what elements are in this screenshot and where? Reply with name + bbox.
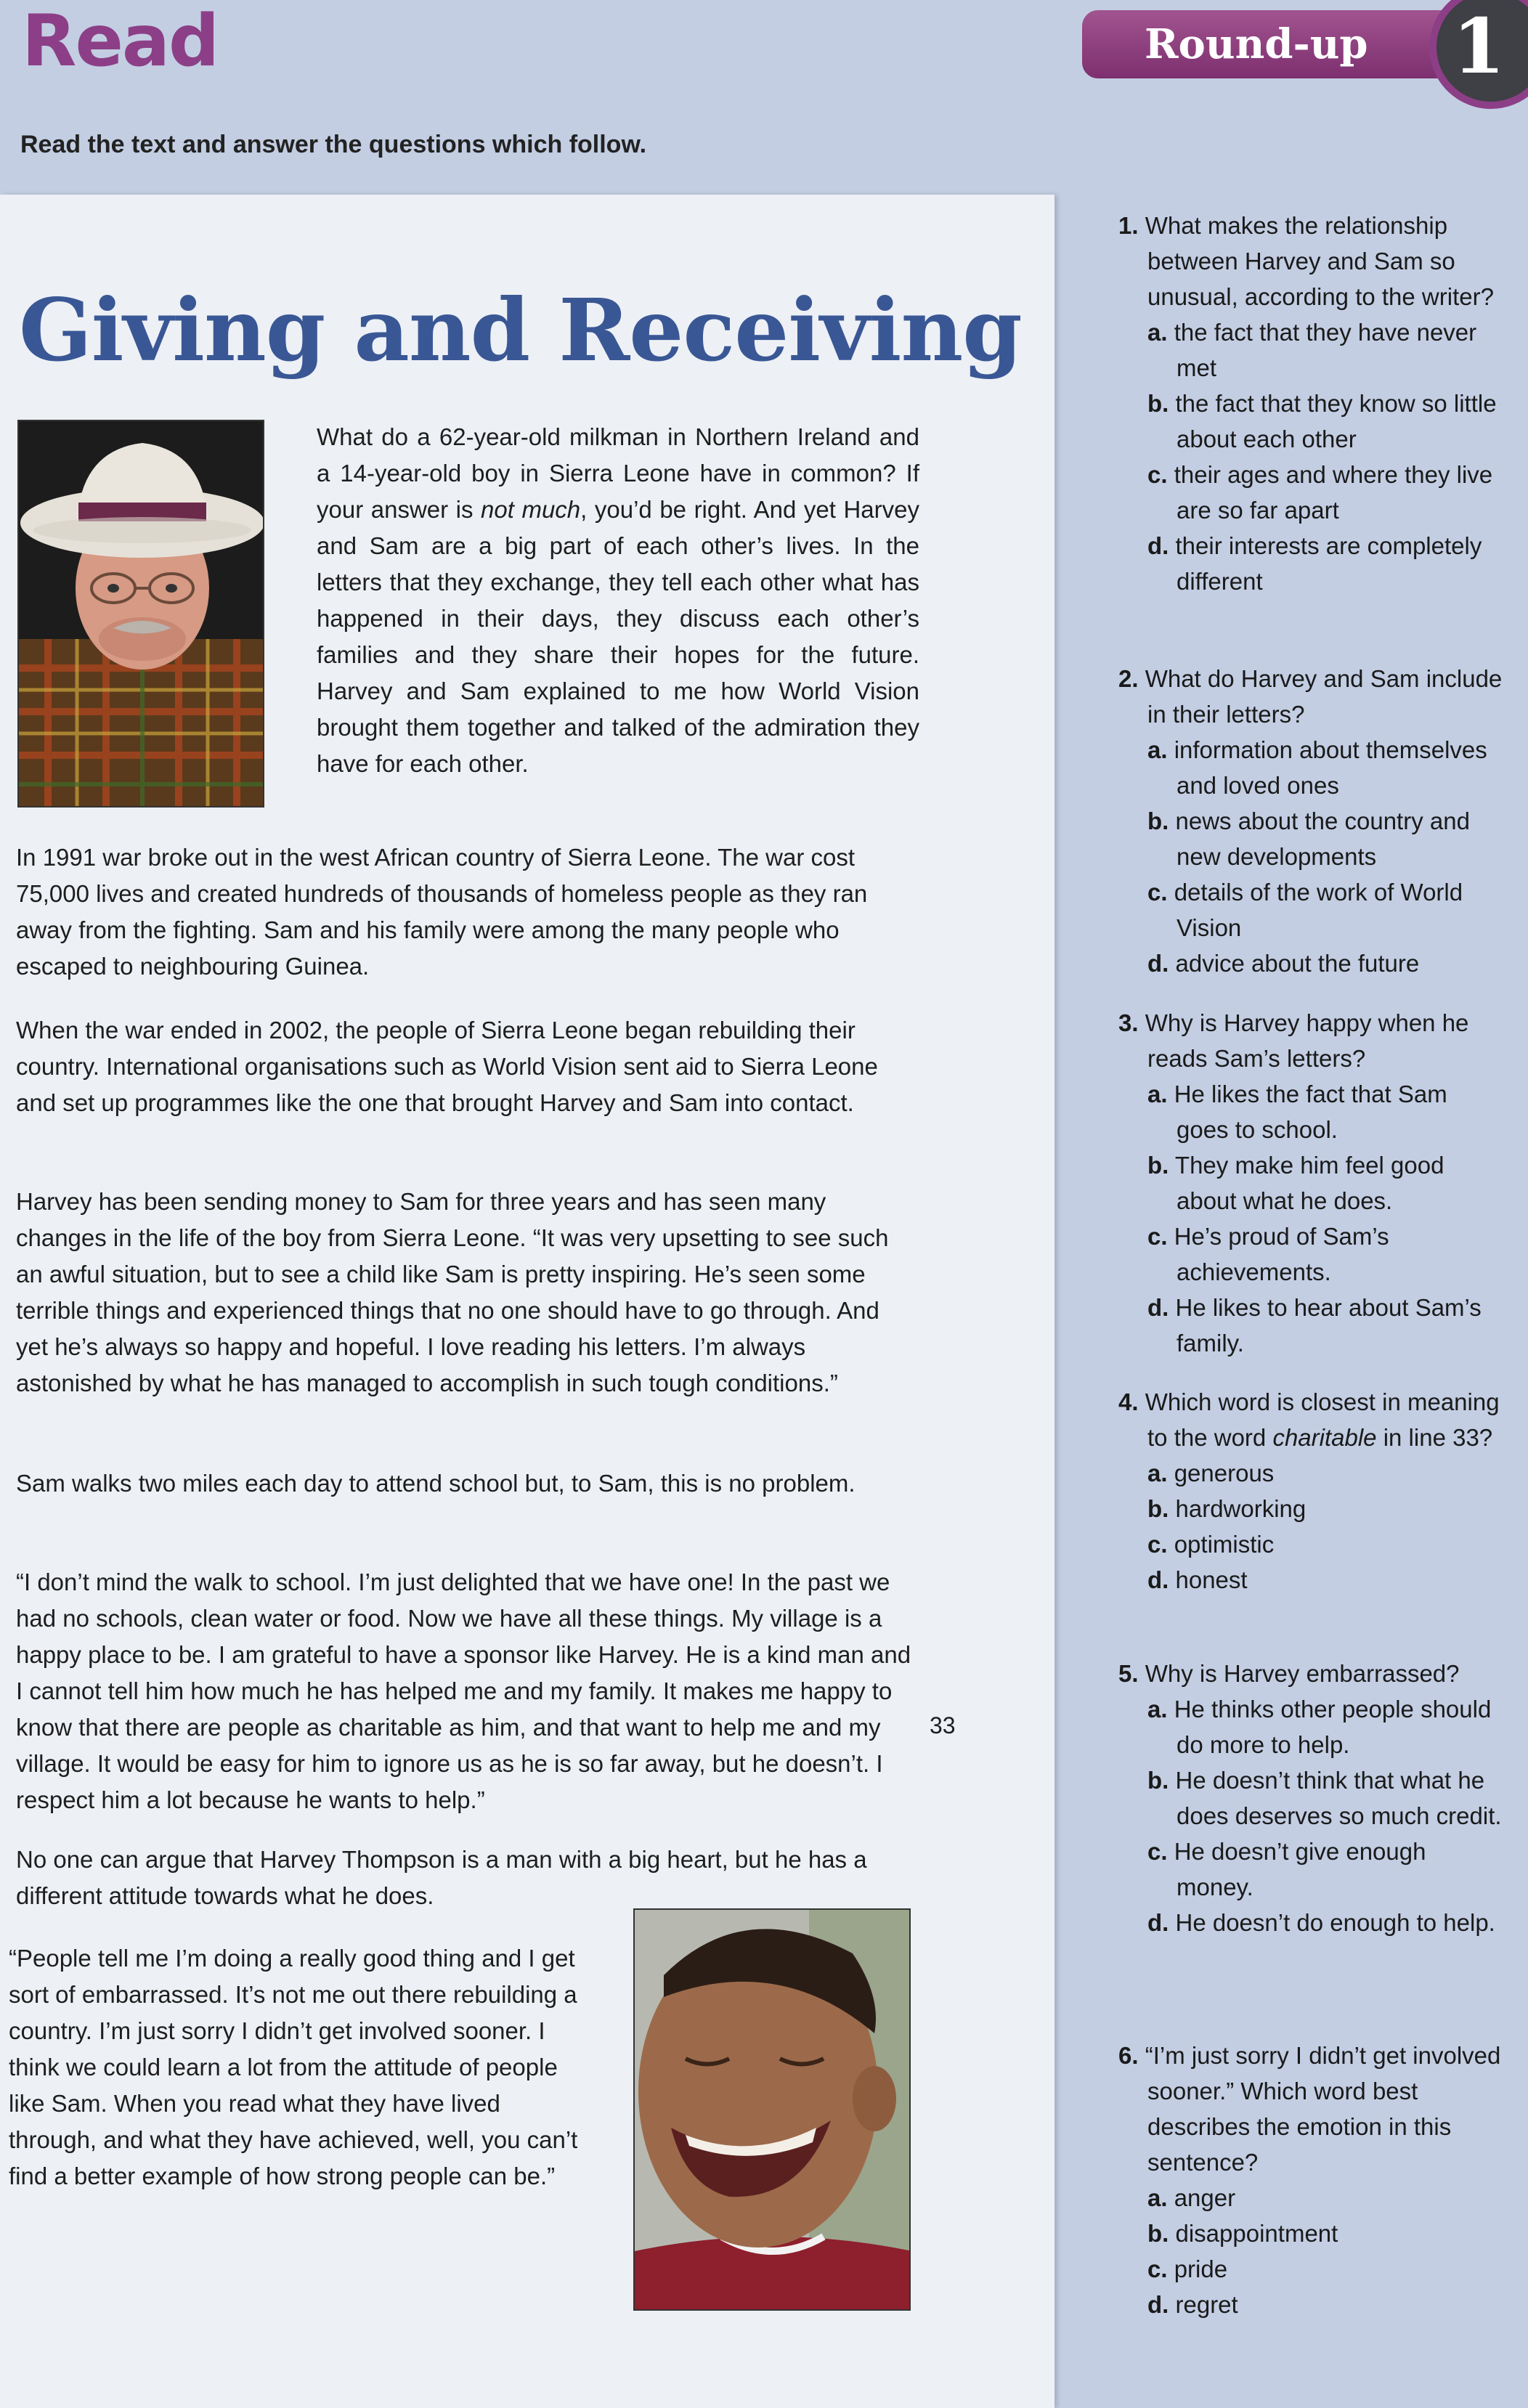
question-2-stem: 2. What do Harvey and Sam include in their letters? [1118, 665, 1503, 728]
question-1 [1118, 208, 1503, 599]
question-3-stem: 3. Why is Harvey happy when he reads Sam’s letters? [1118, 1009, 1469, 1072]
question-1-option-c: c. their ages and where they live are so far apart [1147, 461, 1493, 524]
question-4-stem: 4. Which word is closest in meaning to the word charitable in line 33? [1118, 1388, 1500, 1451]
article-paragraph-7: No one can argue that Harvey Thompson is a man with a big heart, but he has a different attitude towards what he does. [16, 1846, 867, 1909]
question-3 [1118, 1005, 1503, 1361]
article-paragraph-5: Sam walks two miles each day to attend school but, to Sam, this is no problem. [16, 1470, 856, 1497]
question-1-option-a: a. the fact that they have never met [1147, 319, 1477, 381]
question-3-option-c: c. He’s proud of Sam’s achievements. [1147, 1223, 1389, 1285]
article-paragraph-4: Harvey has been sending money to Sam for three years and has seen many changes in the life of the boy from Sierra Leone. “It was very upsetting to see such an awful situation, but to see a child like Sam is pretty inspiring. He’s seen some terrible things and experienced things that no one should have to go through. And yet he’s always so happy and hopeful. I love reading his letters. I’m always astonished by what he has managed to accomplish in such tough conditions.” [16, 1188, 889, 1396]
question-5 [1118, 1656, 1503, 1940]
question-5-stem: 5. Why is Harvey embarrassed? [1118, 1660, 1460, 1687]
question-6-option-c: c. pride [1147, 2256, 1228, 2282]
question-3-option-a: a. He likes the fact that Sam goes to school. [1147, 1081, 1447, 1143]
photo-harvey [17, 420, 264, 808]
line-number-marker: 33 [930, 1712, 956, 1738]
unit-number-badge: 1 [1429, 0, 1528, 109]
question-4-option-b: b. hardworking [1147, 1495, 1306, 1522]
question-4-option-c: c. optimistic [1147, 1531, 1275, 1558]
article-paragraph-3: When the war ended in 2002, the people of Sierra Leone began rebuilding their country. International organisations such as World Vision sent aid to Sierra Leone and set up programmes like the one that brought Harvey and Sam into contact. [16, 1017, 878, 1116]
question-6 [1118, 2038, 1503, 2322]
question-2-option-a: a. information about themselves and loved ones [1147, 736, 1487, 799]
boy-portrait-illustration [635, 1910, 911, 2311]
question-6-option-a: a. anger [1147, 2184, 1236, 2211]
question-2 [1118, 661, 1503, 981]
question-1-option-d: d. their interests are completely different [1147, 532, 1482, 595]
question-6-option-b: b. disappointment [1147, 2220, 1338, 2247]
question-6-stem: 6. “I’m just sorry I didn’t get involved sooner.” Which word best describes the emotion in this sentence? [1118, 2042, 1501, 2176]
question-5-option-d: d. He doesn’t do enough to help. [1147, 1909, 1495, 1936]
question-2-option-d: d. advice about the future [1147, 950, 1420, 977]
article-paragraph-8: “People tell me I’m doing a really good thing and I get sort of embarrassed. It’s not me out there rebuilding a country. I’m just sorry I didn’t get involved sooner. I think we could learn a lot from the attitude of people like Sam. When you read what they have lived through, and what they have achieved, well, you can’t find a better example of how strong people can be.” [9, 1945, 578, 2189]
question-4-option-a: a. generous [1147, 1460, 1275, 1486]
instruction-text: Read the text and answer the questions which follow. [20, 131, 647, 158]
question-3-option-b: b. They make him feel good about what he does. [1147, 1152, 1444, 1214]
question-1-stem: 1. What makes the relationship between Harvey and Sam so unusual, according to the writer? [1118, 212, 1494, 310]
question-5-option-c: c. He doesn’t give enough money. [1147, 1838, 1426, 1900]
question-1-option-b: b. the fact that they know so little about each other [1147, 390, 1497, 452]
question-3-option-d: d. He likes to hear about Sam’s family. [1147, 1294, 1482, 1356]
question-5-option-b: b. He doesn’t think that what he does deserves so much credit. [1147, 1767, 1502, 1829]
question-2-option-c: c. details of the work of World Vision [1147, 879, 1463, 941]
roundup-tab: Round-up [1082, 10, 1460, 78]
photo-sam [633, 1908, 911, 2311]
question-4-option-d: d. honest [1147, 1566, 1248, 1593]
article-paragraph-2: In 1991 war broke out in the west African country of Sierra Leone. The war cost 75,000 lives and created hundreds of thousands of homeless people as they ran away from the fighting. Sam and his family were among the many people who escaped to neighbouring Guinea. [16, 844, 868, 980]
man-portrait-illustration [19, 421, 264, 808]
question-5-option-a: a. He thinks other people should do more to help. [1147, 1696, 1492, 1758]
question-4 [1118, 1384, 1503, 1598]
article-intro-paragraph: What do a 62-year-old milkman in Northern Ireland and a 14-year-old boy in Sierra Leone have in common? If your answer is not much, you’d be right. And yet Harvey and Sam are a big part of each other’s lives. In the letters that they exchange, they tell each other what has happened in their days, they discuss each other’s families and they share their hopes for the future. Harvey and Sam explained to me how World Vision brought them together and talked of the admiration they have for each other. [317, 423, 919, 777]
question-2-option-b: b. news about the country and new developments [1147, 808, 1470, 870]
article-paragraph-6: “I don’t mind the walk to school. I’m just delighted that we have one! In the past we had no schools, clean water or food. Now we have all these things. My village is a happy place to be. I am grateful to have a sponsor like Harvey. He is a kind man and I cannot tell him how much he has helped me and my family. It makes me happy to know that there are people as charitable as him, and that want to help me and my village. It would be easy for him to ignore us as he is so far away, but he doesn’t. I respect him a lot because he wants to help.” [16, 1569, 911, 1813]
section-title: Read [22, 0, 219, 83]
question-6-option-d: d. regret [1147, 2291, 1238, 2318]
article-title: Giving and Receiving [19, 280, 1022, 381]
